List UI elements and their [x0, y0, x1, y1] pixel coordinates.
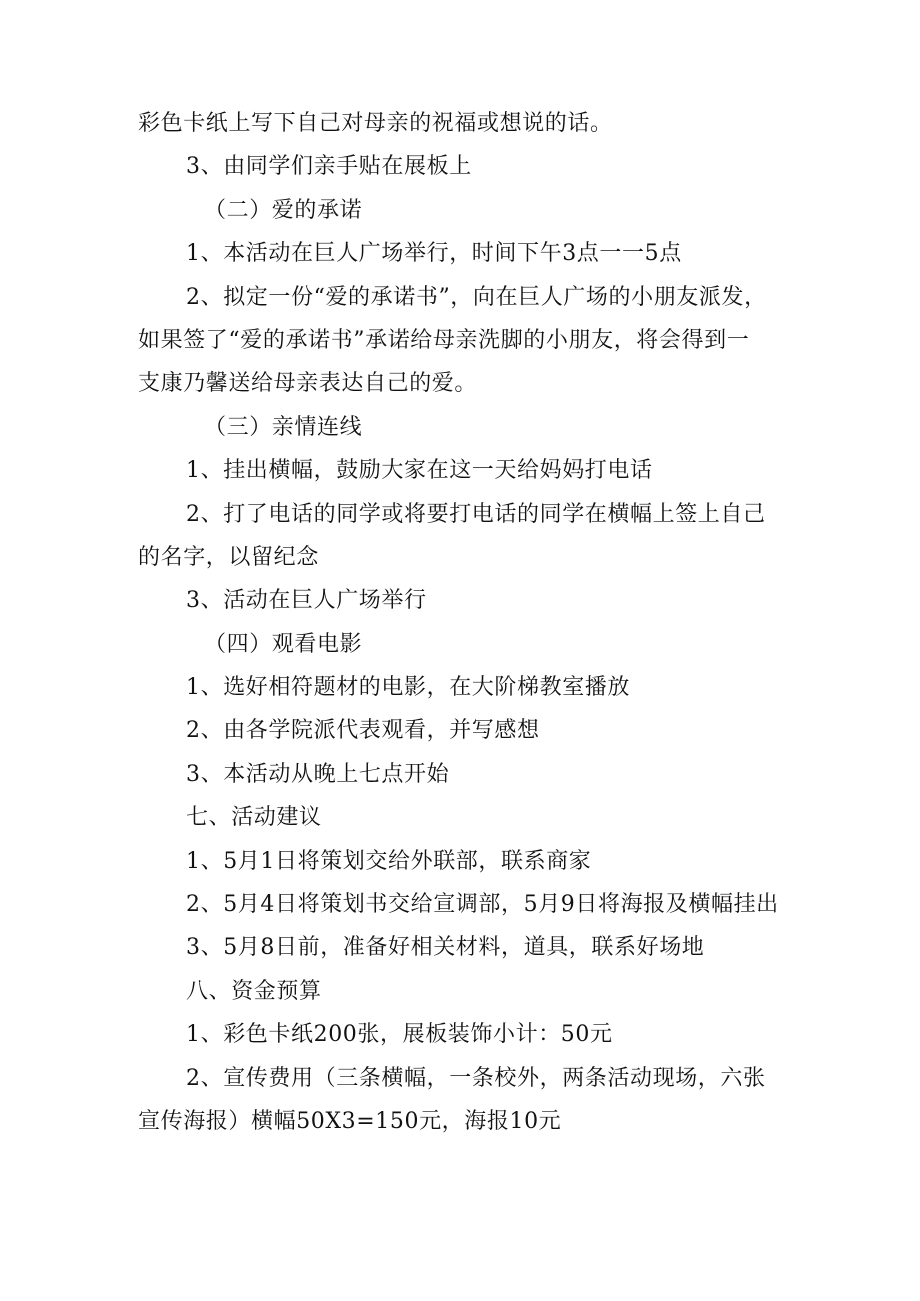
text-line: 2、拟定一份“爱的承诺书”，向在巨人广场的小朋友派发，: [186, 284, 767, 310]
text-line: 1、本活动在巨人广场举行，时间下午3点一一5点: [186, 241, 682, 267]
text-line: 2、5月4日将策划书交给宣调部，5月9日将海报及横幅挂出: [186, 892, 779, 918]
document-body: [138, 102, 798, 1143]
text-line: 2、由各学院派代表观看，并写感想: [186, 718, 540, 744]
section-heading: （四）观看电影: [204, 631, 363, 657]
text-line: 1、彩色卡纸200张，展板装饰小计：50元: [186, 1022, 613, 1048]
text-line: 2、宣传费用（三条横幅，一条校外，两条活动现场，六张: [186, 1065, 766, 1091]
section-heading: 七、活动建议: [186, 805, 322, 831]
text-line: 1、挂出横幅，鼓励大家在这一天给妈妈打电话: [186, 458, 653, 484]
text-line: 3、活动在巨人广场举行: [186, 588, 427, 614]
section-heading: 八、资金预算: [186, 978, 322, 1004]
text-line: 3、本活动从晚上七点开始: [186, 761, 450, 787]
text-line: 彩色卡纸上写下自己对母亲的祝福或想说的话。: [138, 111, 613, 136]
text-line: 1、选好相符题材的电影，在大阶梯教室播放: [186, 675, 630, 701]
text-line: 宣传海报）横幅50X3=150元，海报10元: [138, 1108, 562, 1134]
section-heading: （二）爱的承诺: [204, 197, 363, 223]
section-heading: （三）亲情连线: [204, 414, 363, 440]
text-line: 3、由同学们亲手贴在展板上: [186, 154, 472, 180]
text-line: 如果签了“爱的承诺书”承诺给母亲洗脚的小朋友，将会得到一: [138, 327, 750, 353]
text-line: 的名字，以留纪念: [138, 544, 319, 570]
text-line: 支康乃馨送给母亲表达自己的爱。: [138, 371, 478, 397]
text-line: 1、5月1日将策划交给外联部，联系商家: [186, 848, 592, 874]
text-line: 2、打了电话的同学或将要打电话的同学在横幅上签上自己: [186, 501, 766, 527]
text-line: 3、5月8日前，准备好相关材料，道具，联系好场地: [186, 935, 705, 961]
